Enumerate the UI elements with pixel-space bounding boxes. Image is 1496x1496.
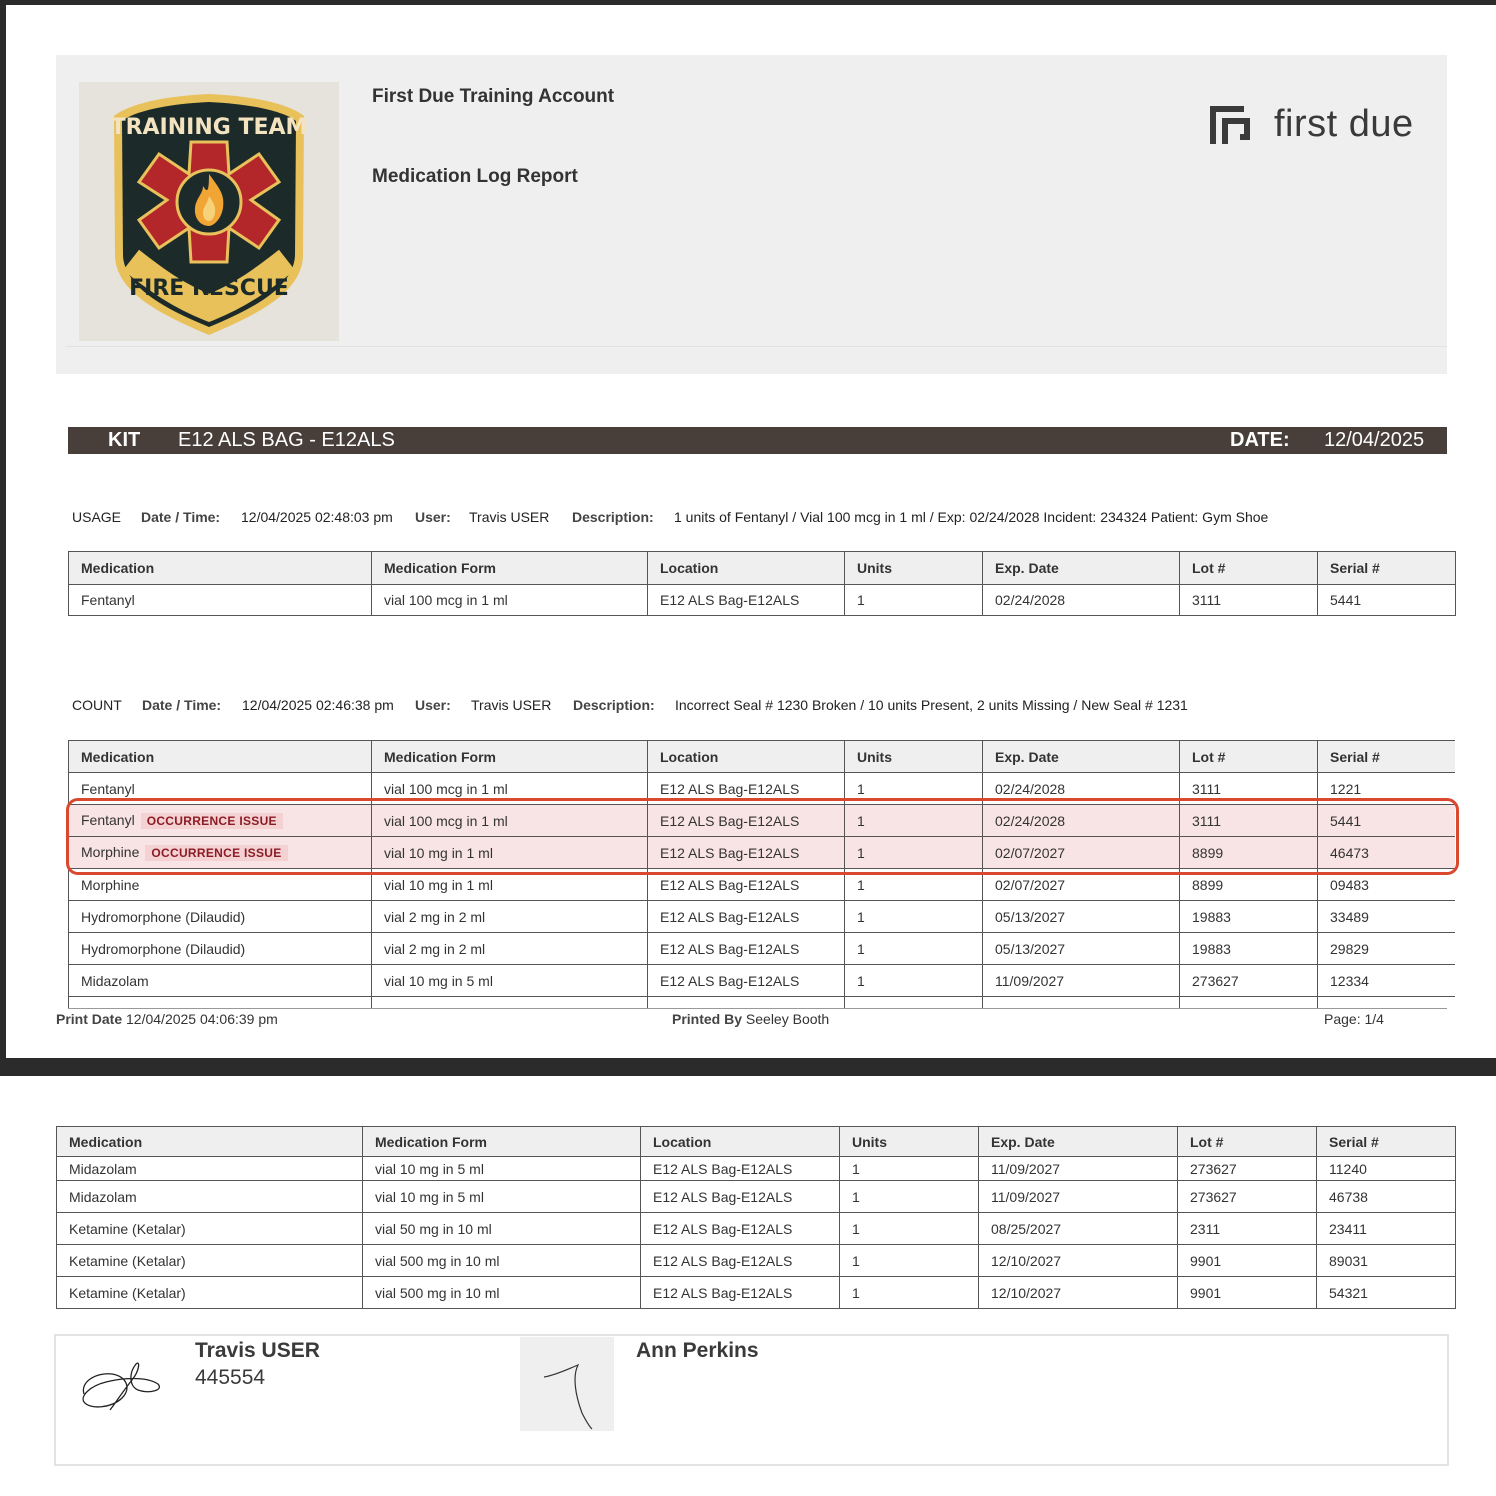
exp-date-cell-text: 05/13/2027 [995,908,1066,925]
printed-by-value: Seeley Booth [745,1011,830,1027]
entry-user: Travis USER [469,509,550,525]
usage-medication-table [68,551,1456,616]
location-cell [648,805,845,837]
medication-cell [69,933,372,965]
lot-number-cell [1178,1157,1317,1181]
table-row [57,1213,1456,1245]
location-cell [641,1157,840,1181]
table-row [69,837,1456,869]
entry-type: USAGE [72,509,122,525]
units-cell-text: 1 [857,812,865,829]
serial-number-cell [1318,773,1456,805]
medication-cell [57,1277,363,1309]
column-header: Medication [69,552,372,585]
lot-number-cell-text: 3111 [1192,812,1222,829]
location-cell-text: E12 ALS Bag-E12ALS [653,1220,793,1237]
location-cell [641,1277,840,1309]
medication-cell-text: Fentanyl [81,812,135,828]
printed-by [672,1011,829,1027]
column-header: Exp. Date [983,552,1180,585]
location-cell-text: E12 ALS Bag-E12ALS [660,940,800,957]
serial-number-cell [1317,1157,1456,1181]
count-entry-meta [72,697,1452,717]
location-cell-text: E12 ALS Bag-E12ALS [653,1160,793,1177]
column-header: Medication Form [363,1127,641,1157]
exp-date-cell [979,1157,1178,1181]
exp-date-cell-text: 08/25/2027 [991,1220,1062,1237]
serial-number-cell-text: 23411 [1329,1220,1367,1237]
medication-form-cell-text: vial 100 mcg in 1 ml [384,592,508,608]
column-header: Lot # [1178,1127,1317,1157]
column-header: Exp. Date [979,1127,1178,1157]
description-label: Description: [573,697,655,713]
medication-form-cell [372,805,648,837]
serial-number-cell-text: 33489 [1330,908,1369,925]
location-cell [641,1245,840,1277]
location-cell-text: E12 ALS Bag-E12ALS [660,592,800,608]
exp-date-cell [983,933,1180,965]
exp-date-cell-text: 11/09/2027 [995,972,1065,989]
medication-form-cell-text: vial 10 mg in 5 ml [375,1188,484,1205]
medication-cell-text: Morphine [81,844,140,860]
empty-cell [648,997,845,1009]
medication-cell-text: Midazolam [81,972,149,989]
units-cell [840,1245,979,1277]
medication-form-cell-text: vial 10 mg in 1 ml [384,844,493,861]
medication-form-cell-text: vial 10 mg in 5 ml [384,972,493,989]
units-cell-text: 1 [857,972,865,989]
medication-cell [57,1213,363,1245]
medication-form-cell [372,585,648,616]
medication-cell-text: Ketamine (Ketalar) [69,1252,186,1269]
count-table-page-clip [68,740,1455,1008]
column-header: Lot # [1180,741,1318,773]
page-border-top [0,0,1496,5]
lot-number-cell [1180,805,1318,837]
table-header-row [69,741,1456,773]
brand-name: first due [1274,102,1414,145]
serial-number-cell-text: 46473 [1330,844,1369,861]
svg-text:FIRE RESCUE: FIRE RESCUE [129,276,289,301]
lot-number-cell [1178,1181,1317,1213]
units-cell-text: 1 [857,592,865,608]
location-cell [648,837,845,869]
exp-date-cell-text: 02/24/2028 [995,812,1066,829]
medication-cell-text: Hydromorphone (Dilaudid) [81,908,246,925]
count-medication-table [68,740,1455,1008]
lot-number-cell-text: 19883 [1192,940,1231,957]
signer-id-number: 445554 [195,1366,266,1389]
column-header: Medication Form [372,552,648,585]
date-label: DATE: [1230,429,1290,451]
medication-cell [57,1245,363,1277]
lot-number-cell [1180,933,1318,965]
location-cell [648,773,845,805]
units-cell-text: 1 [852,1160,860,1177]
medication-cell [69,901,372,933]
medication-form-cell [363,1157,641,1181]
location-cell [648,585,845,616]
medication-form-cell-text: vial 2 mg in 2 ml [384,908,486,925]
lot-number-cell [1180,837,1318,869]
empty-cell [372,997,648,1009]
location-cell [641,1213,840,1245]
table-row [69,585,1456,616]
account-name: First Due Training Account [372,86,615,107]
serial-number-cell-text: 54321 [1329,1284,1368,1301]
lot-number-cell [1180,773,1318,805]
entry-description: 1 units of Fentanyl / Vial 100 mcg in 1 ml / Exp: 02/24/2028 Incident: 234324 Patient: Gym Shoe [674,509,1269,525]
location-cell [648,901,845,933]
units-cell [845,837,983,869]
medication-cell [69,585,372,616]
column-header: Location [648,552,845,585]
lot-number-cell-text: 2311 [1190,1220,1221,1237]
units-cell-text: 1 [857,908,865,925]
location-cell-text: E12 ALS Bag-E12ALS [660,844,800,861]
lot-number-cell [1178,1213,1317,1245]
exp-date-cell [983,805,1180,837]
serial-number-cell [1318,805,1456,837]
lot-number-cell-text: 273627 [1190,1160,1237,1177]
table-row-continued [69,997,1456,1009]
medication-cell [69,837,372,869]
lot-number-cell-text: 9901 [1190,1284,1222,1301]
location-cell [641,1181,840,1213]
units-cell [845,933,983,965]
units-cell [845,773,983,805]
column-header: Serial # [1317,1127,1456,1157]
units-cell [840,1157,979,1181]
units-cell [845,869,983,901]
occurrence-issue-badge: OCCURRENCE ISSUE [145,845,287,861]
department-logo [79,82,339,341]
serial-number-cell-text: 12334 [1330,972,1369,989]
exp-date-cell [979,1245,1178,1277]
exp-date-cell [983,837,1180,869]
medication-form-cell [372,869,648,901]
user-label: User: [415,697,451,713]
exp-date-cell-text: 11/09/2027 [991,1188,1061,1205]
units-cell-text: 1 [857,844,865,861]
medication-form-cell [363,1181,641,1213]
first-due-brand [1206,100,1414,148]
empty-cell [1180,997,1318,1009]
units-cell-text: 1 [852,1188,860,1205]
column-header: Location [648,741,845,773]
exp-date-cell-text: 12/10/2027 [991,1252,1062,1269]
usage-entry-meta [72,509,1452,529]
entry-user: Travis USER [471,697,552,713]
medication-form-cell [372,901,648,933]
medication-cell [69,773,372,805]
datetime-label: Date / Time: [141,509,221,525]
column-header: Serial # [1318,552,1456,585]
entry-datetime: 12/04/2025 02:48:03 pm [241,509,393,525]
exp-date-cell [983,585,1180,616]
serial-number-cell-text: 1221 [1330,780,1362,797]
kit-name: E12 ALS BAG - E12ALS [178,429,395,451]
empty-cell [69,997,372,1009]
report-title: Medication Log Report [372,166,578,187]
printed-by-label: Printed By [672,1011,743,1027]
column-header: Medication [69,741,372,773]
empty-cell [1318,997,1456,1009]
entry-type: COUNT [72,697,122,713]
kit-bar [68,427,1447,454]
medication-form-cell-text: vial 10 mg in 1 ml [384,876,493,893]
table-row [57,1277,1456,1309]
exp-date-cell [983,965,1180,997]
exp-date-cell [979,1213,1178,1245]
serial-number-cell [1318,869,1456,901]
location-cell [648,869,845,901]
table-header-row [57,1127,1456,1157]
medication-form-cell-text: vial 100 mcg in 1 ml [384,780,508,797]
page-border-left [0,0,6,1060]
serial-number-cell-text: 29829 [1330,940,1369,957]
medication-cell-text: Fentanyl [81,592,135,608]
signature-ann-perkins [520,1337,614,1431]
svg-text:TRAINING TEAM: TRAINING TEAM [110,115,308,140]
medication-form-cell-text: vial 10 mg in 5 ml [375,1160,484,1177]
medication-cell-text: Ketamine (Ketalar) [69,1284,186,1301]
entry-datetime: 12/04/2025 02:46:38 pm [242,697,394,713]
units-cell-text: 1 [852,1252,860,1269]
units-cell [840,1181,979,1213]
medication-cell [69,965,372,997]
table-row [57,1157,1456,1181]
table-row [69,933,1456,965]
user-label: User: [415,509,451,525]
page-break [0,1058,1496,1076]
units-cell-text: 1 [852,1284,860,1301]
signer-name: Ann Perkins [636,1339,759,1362]
lot-number-cell [1180,585,1318,616]
exp-date-cell-text: 05/13/2027 [995,940,1066,957]
exp-date-cell [983,773,1180,805]
serial-number-cell [1318,585,1456,616]
medication-cell-text: Morphine [81,876,140,893]
medication-cell [57,1157,363,1181]
exp-date-cell-text: 02/07/2027 [995,844,1066,861]
units-cell [840,1213,979,1245]
units-cell [845,585,983,616]
occurrence-issue-badge: OCCURRENCE ISSUE [141,813,283,829]
units-cell [845,805,983,837]
serial-number-cell [1317,1245,1456,1277]
location-cell-text: E12 ALS Bag-E12ALS [653,1188,793,1205]
empty-cell [983,997,1180,1009]
exp-date-cell [979,1277,1178,1309]
medication-cell [69,869,372,901]
medication-cell-text: Midazolam [69,1160,137,1177]
location-cell-text: E12 ALS Bag-E12ALS [660,876,800,893]
lot-number-cell-text: 3111 [1192,780,1222,797]
lot-number-cell-text: 19883 [1192,908,1231,925]
medication-form-cell [372,965,648,997]
exp-date-cell-text: 02/24/2028 [995,780,1066,797]
units-cell-text: 1 [857,780,865,797]
table-row [69,965,1456,997]
serial-number-cell-text: 11240 [1329,1160,1367,1177]
units-cell [845,901,983,933]
location-cell-text: E12 ALS Bag-E12ALS [660,812,800,829]
column-header: Units [845,741,983,773]
column-header: Exp. Date [983,741,1180,773]
medication-form-cell [372,933,648,965]
exp-date-cell-text: 12/10/2027 [991,1284,1062,1301]
units-cell-text: 1 [857,876,865,893]
table-row [69,805,1456,837]
serial-number-cell [1318,965,1456,997]
exp-date-cell-text: 02/24/2028 [995,592,1066,608]
exp-date-cell [983,869,1180,901]
serial-number-cell-text: 5441 [1330,812,1362,829]
medication-form-cell-text: vial 2 mg in 2 ml [384,940,486,957]
location-cell-text: E12 ALS Bag-E12ALS [660,780,800,797]
column-header: Lot # [1180,552,1318,585]
datetime-label: Date / Time: [142,697,222,713]
lot-number-cell-text: 273627 [1192,972,1239,989]
table-row [69,869,1456,901]
lot-number-cell [1180,901,1318,933]
column-header: Location [641,1127,840,1157]
location-cell [648,965,845,997]
serial-number-cell-text: 5441 [1330,592,1362,608]
print-date [56,1011,278,1027]
location-cell-text: E12 ALS Bag-E12ALS [653,1252,793,1269]
column-header: Medication Form [372,741,648,773]
medication-cell [57,1181,363,1213]
medication-form-cell [363,1213,641,1245]
serial-number-cell [1317,1181,1456,1213]
table-row [69,773,1456,805]
lot-number-cell [1180,869,1318,901]
date-value: 12/04/2025 [1324,429,1425,451]
lot-number-cell [1180,965,1318,997]
medication-form-cell-text: vial 100 mcg in 1 ml [384,812,508,829]
print-date-label: Print Date [56,1011,123,1027]
medication-form-cell-text: vial 500 mg in 10 ml [375,1284,500,1301]
medication-form-cell-text: vial 500 mg in 10 ml [375,1252,500,1269]
exp-date-cell-text: 02/07/2027 [995,876,1066,893]
serial-number-cell [1317,1213,1456,1245]
medication-form-cell [363,1245,641,1277]
medication-form-cell [372,773,648,805]
training-team-fire-rescue-badge-icon [79,82,339,341]
units-cell [840,1277,979,1309]
table-header-row [69,552,1456,585]
serial-number-cell-text: 46738 [1329,1188,1368,1205]
serial-number-cell-text: 89031 [1329,1252,1368,1269]
table-row [57,1245,1456,1277]
location-cell [648,933,845,965]
page-number: Page: 1/4 [1324,1011,1384,1027]
medication-cell-text: Fentanyl [81,780,135,797]
description-label: Description: [572,509,654,525]
serial-number-cell-text: 09483 [1330,876,1369,893]
header-divider [66,346,1447,347]
lot-number-cell-text: 273627 [1190,1188,1237,1205]
page2-medication-table [56,1126,1456,1309]
entry-description: Incorrect Seal # 1230 Broken / 10 units Present, 2 units Missing / New Seal # 1231 [675,697,1188,713]
lot-number-cell [1178,1277,1317,1309]
serial-number-cell [1318,933,1456,965]
table-row [57,1181,1456,1213]
lot-number-cell [1178,1245,1317,1277]
medication-cell-text: Hydromorphone (Dilaudid) [81,940,246,957]
column-header: Units [845,552,983,585]
units-cell-text: 1 [852,1220,860,1237]
medication-cell-text: Midazolam [69,1188,137,1205]
location-cell-text: E12 ALS Bag-E12ALS [660,972,800,989]
first-due-logo-icon [1206,100,1254,148]
units-cell [845,965,983,997]
medication-form-cell [363,1277,641,1309]
column-header: Serial # [1318,741,1456,773]
exp-date-cell-text: 11/09/2027 [991,1160,1061,1177]
signature-travis-user [76,1354,166,1414]
kit-label: KIT [108,429,141,451]
medication-cell-text: Ketamine (Ketalar) [69,1220,186,1237]
empty-cell [845,997,983,1009]
lot-number-cell-text: 8899 [1192,844,1224,861]
medication-form-cell [372,837,648,869]
lot-number-cell-text: 8899 [1192,876,1224,893]
signer-name: Travis USER [195,1339,320,1362]
footer-rule [68,1008,1447,1009]
column-header: Units [840,1127,979,1157]
serial-number-cell [1317,1277,1456,1309]
units-cell-text: 1 [857,940,865,957]
location-cell-text: E12 ALS Bag-E12ALS [660,908,800,925]
exp-date-cell [979,1181,1178,1213]
serial-number-cell [1318,837,1456,869]
column-header: Medication [57,1127,363,1157]
print-date-value: 12/04/2025 04:06:39 pm [126,1011,278,1027]
medication-form-cell-text: vial 50 mg in 10 ml [375,1220,492,1237]
table-row [69,901,1456,933]
medication-cell [69,805,372,837]
serial-number-cell [1318,901,1456,933]
exp-date-cell [983,901,1180,933]
lot-number-cell-text: 9901 [1190,1252,1222,1269]
lot-number-cell-text: 3111 [1192,592,1222,608]
location-cell-text: E12 ALS Bag-E12ALS [653,1284,793,1301]
